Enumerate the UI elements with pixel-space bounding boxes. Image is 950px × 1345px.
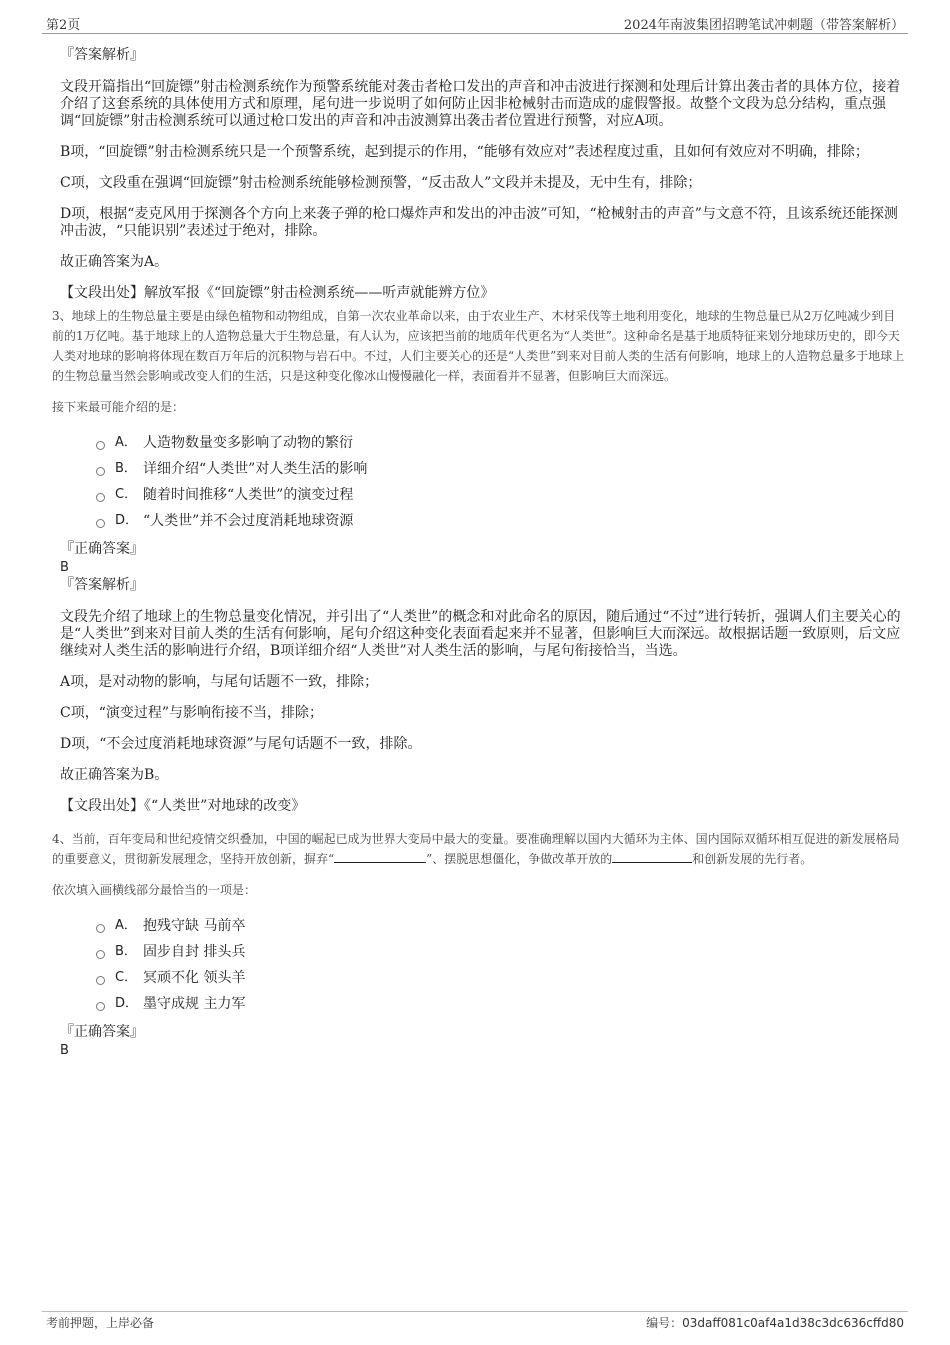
analysis-paragraph: 故正确答案为B。 [60, 767, 169, 783]
question-stem: 4、当前，百年变局和世纪疫情交织叠加，中国的崛起已成为世界大变局中最大的变量。要准确理解以国内大循环为主体、国内国际双循环相互促进的新发展格局的重要意义，贯彻新发展理念，坚持开放创新，摒弃“ ”、摆脱思想僵化，争做改革开放的 和创新发展的先行者。 [52, 832, 900, 866]
question-3 [40, 306, 906, 815]
option-text: 抱残守缺 马前卒 [143, 918, 246, 934]
analysis-label: 『答案解析』 [60, 47, 144, 63]
option-c[interactable]: C． 随着时间推移“人类世”的演变过程 [96, 482, 906, 508]
analysis-label: 『答案解析』 [60, 577, 144, 593]
radio-icon[interactable] [96, 924, 105, 933]
option-text: “人类世”并不会过度消耗地球资源 [143, 513, 354, 529]
question-prompt: 接下来最可能介绍的是： [52, 400, 185, 414]
radio-icon[interactable] [96, 1002, 105, 1011]
question-prompt: 依次填入画横线部分最恰当的一项是： [52, 883, 257, 897]
analysis-paragraph: 文段先介绍了地球上的生物总量变化情况，并引出了“人类世”的概念和对此命名的原因，随后通过“不过”进行转折，强调人们主要关心的是“人类世”到来对目前人类的生活有何影响，尾句介绍这种变化表面看起来并不显著，但影响巨大而深远。故根据话题一致原则，后文应继续对人类生活的影响进行介绍，B项详细介绍“人类世”对人类生活的影响，与尾句衔接恰当，当选。 [60, 609, 901, 659]
option-b[interactable]: B． 固步自封 排头兵 [96, 939, 906, 965]
question-2-analysis [40, 46, 906, 302]
document-title: 2024年南波集团招聘笔试冲刺题（带答案解析） [623, 18, 904, 33]
option-d[interactable]: D． “人类世”并不会过度消耗地球资源 [96, 508, 906, 534]
fill-blank [334, 850, 426, 863]
correct-answer-label: 『正确答案』 [60, 1024, 144, 1040]
radio-icon[interactable] [96, 467, 105, 476]
correct-answer-value: B [60, 1043, 69, 1058]
option-list [96, 430, 906, 534]
passage-source: 【文段出处】解放军报《“回旋镖”射击检测系统——听声就能辨方位》 [60, 285, 495, 301]
analysis-paragraph: 故正确答案为A。 [60, 254, 169, 270]
correct-answer-value: B [60, 560, 69, 575]
option-text: 随着时间推移“人类世”的演变过程 [143, 487, 354, 503]
analysis-paragraph: C项，“演变过程”与影响衔接不当，排除； [60, 705, 324, 721]
analysis-paragraph: 文段开篇指出“回旋镖”射击检测系统作为预警系统能对袭击者枪口发出的声音和冲击波进行探测和处理后计算出袭击者的具体方位，接着介绍了这套系统的具体使用方式和原理，尾句进一步说明了如何防止因非枪械射击而造成的虚假警报。故整个文段为总分结构，重点强调“回旋镖”射击检测系统可以通过枪口发出的声音和冲击波测算出袭击者位置进行预警，对应A项。 [60, 79, 901, 129]
radio-icon[interactable] [96, 976, 105, 985]
option-c[interactable]: C． 冥顽不化 领头羊 [96, 965, 906, 991]
analysis-paragraph: D项，根据“麦克风用于探测各个方向上来袭子弹的枪口爆炸声和发出的冲击波”可知，“枪械射击的声音”与文意不符，且该系统还能探测冲击波，“只能识别”表述过于绝对，排除。 [60, 206, 898, 239]
option-list [96, 913, 906, 1017]
question-stem: 3、地球上的生物总量主要是由绿色植物和动物组成，自第一次农业革命以来，由于农业生产、木材采伐等土地利用变化，地球的生物总量已从2万亿吨减少到目前的1万亿吨。基于地球上的人造物总量大于生物总量，有人认为，应该把当前的地质年代更名为“人类世”。这种命名是基于地质特征来划分地球历史的，即今天人类对地球的影响将体现在数百万年后的沉积物与岩石中。不过，人们主要关心的还是“人类世”到来对目前人类的生活有何影响，地球上的人造物总量多于地球上的生物总量当然会影响或改变人们的生活，只是这种变化像冰山慢慢融化一样，表面看并不显著，但影响巨大而深远。 [52, 309, 905, 383]
footer-slogan: 考前押题，上岸必备 [46, 1316, 155, 1330]
analysis-paragraph: A项，是对动物的影响，与尾句话题不一致，排除； [60, 674, 379, 690]
option-d[interactable]: D． 墨守成规 主力军 [96, 991, 906, 1017]
option-b[interactable]: B． 详细介绍“人类世”对人类生活的影响 [96, 456, 906, 482]
document-code: 编号：03daff081c0af4a1d38c3dc636cffd80 [646, 1316, 904, 1330]
passage-source: 【文段出处】《“人类世”对地球的改变》 [60, 798, 306, 814]
radio-icon[interactable] [96, 441, 105, 450]
option-text: 固步自封 排头兵 [143, 944, 246, 960]
option-text: 人造物数量变多影响了动物的繁衍 [143, 435, 353, 451]
option-a[interactable]: A． 人造物数量变多影响了动物的繁衍 [96, 430, 906, 456]
radio-icon[interactable] [96, 519, 105, 528]
analysis-paragraph: C项，文段重在强调“回旋镖”射击检测系统能够检测预警，“反击敌人”文段并未提及，无中生有，排除； [60, 175, 702, 191]
analysis-paragraph: B项，“回旋镖”射击检测系统只是一个预警系统，起到提示的作用，“能够有效应对”表述程度过重，且如何有效应对不明确，排除； [60, 144, 869, 160]
page-number: 第2页 [46, 18, 81, 33]
header-divider [42, 33, 908, 34]
option-a[interactable]: A． 抱残守缺 马前卒 [96, 913, 906, 939]
correct-answer-label: 『正确答案』 [60, 541, 144, 557]
radio-icon[interactable] [96, 493, 105, 502]
option-text: 冥顽不化 领头羊 [143, 970, 246, 986]
analysis-paragraph: D项，“不会过度消耗地球资源”与尾句话题不一致，排除。 [60, 736, 422, 752]
option-text: 详细介绍“人类世”对人类生活的影响 [143, 461, 368, 477]
fill-blank [612, 850, 692, 863]
radio-icon[interactable] [96, 950, 105, 959]
footer-divider [42, 1311, 908, 1312]
option-text: 墨守成规 主力军 [143, 996, 246, 1012]
question-4 [40, 829, 906, 1059]
page-content [40, 46, 906, 1059]
